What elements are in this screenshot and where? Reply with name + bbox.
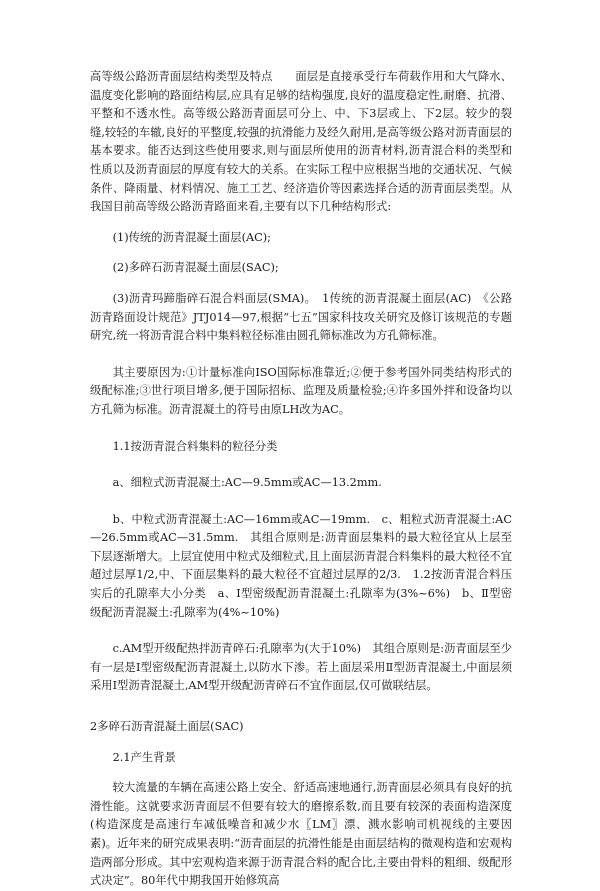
paragraph-intro: 高等级公路沥青面层结构类型及特点 面层是直接承受行车荷载作用和大气降水、温度变化影响的路面结构层,应具有足够的结构强度,良好的温度稳定性,耐磨、抗滑、平整和不透水性。高等级公路沥青面层可分上、中、下3层或上、下2层。较少的裂缝,较轻的车辙,良好的平整度,较强的抗滑能力及经久耐用,是高等级公路对沥青面层的基本要求。能否达到这些使用要求,则与面层所使用的沥青材料,沥青混合料的类型和性质以及沥青面层的厚度有较大的关系。在实际工程中应根据当地的交通状况、气候条件、降雨量、材料情况、施工工艺、经济造价等因素选择合适的沥青面层类型。从我国目前高等级公路沥青路面来看,主要有以下几种结构形式: <box>90 70 512 214</box>
section-heading-2-1: 2.1产生背景 <box>112 750 176 764</box>
section-heading-1-1: 1.1按沥青混合料集料的粒径分类 <box>112 439 278 453</box>
list-item-sac: (2)多碎石沥青混凝土面层(SAC); <box>112 261 279 275</box>
paragraph-main-reasons: 其主要原因为:①计量标准向ISO国际标准靠近;②便于参考国外同类结构形式的级配标准;③世行项目增多,便于国际招标、监理及质量检验;④许多国外拌和设备均以方孔筛为标准。沥青混凝土的符号由原LH改为AC。 <box>90 365 512 416</box>
section-heading-2: 2多碎石沥青混凝土面层(SAC) <box>90 720 244 734</box>
list-item-ac: (1)传统的沥青混凝土面层(AC); <box>112 230 271 244</box>
paragraph-medium-coarse: b、中粒式沥青混凝土:AC—16mm或AC—19mm. c、粗粒式沥青混凝土:AC—26.5mm或AC—31.5mm. 其组合原则是:沥青面层集料的最大粒径宜从上层至下层逐渐增大。上层宜使用中粒式及细粒式,且上面层沥青混合料集料的最大粒径不宜超过层厚1/2,中、下面层集料的最大粒径不宜超过层厚的2/3. 1.2按沥青混合料压实后的孔隙率大小分类 a、Ⅰ型密级配沥青混凝土:孔隙率为(3%~6%) b、Ⅱ型密级配沥青混凝土:孔隙率为(4%~10%) <box>90 512 512 619</box>
paragraph-background: 较大流量的车辆在高速公路上安全、舒适高速地通行,沥青面层必须具有良好的抗滑性能。这就要求沥青面层不但要有较大的磨擦系数,而且要有较深的表面构造深度(构造深度是高速行车减低噪音和减少水〖LM〗漂、溅水影响司机视线的主要因素)。近年来的研究成果表明:“沥青面层的抗滑性能是由面层结构的微观构造和宏观构造两部分形成。其中宏观构造来源于沥青混合料的配合比,主要由骨料的粗细、级配形式决定”。80年代中期我国开始修筑高 <box>90 781 512 888</box>
paragraph-fine-grained: a、细粒式沥青混凝土:AC—9.5mm或AC—13.2mm. <box>112 476 382 490</box>
paragraph-sma-ac-spec: (3)沥青玛蹄脂碎石混合料面层(SMA)。 1传统的沥青混凝土面层(AC) 《公路沥青路面设计规范》JTJ014—97,根据“七五”国家科技攻关研究及修订该规范的专题研究,统一将沥青混合料中集料粒径标准由圆孔筛标准改为方孔筛标准。 <box>90 291 512 343</box>
paragraph-am-type: c.AM型开级配热拌沥青碎石:孔隙率为(大于10%) 其组合原则是:沥青面层至少有一层是Ⅰ型密级配沥青混凝土,以防水下渗。若上面层采用Ⅱ型沥青混凝土,中面层须采用Ⅰ型沥青混凝土,AM型开级配沥青碎石不宜作面层,仅可做联结层。 <box>90 642 512 693</box>
